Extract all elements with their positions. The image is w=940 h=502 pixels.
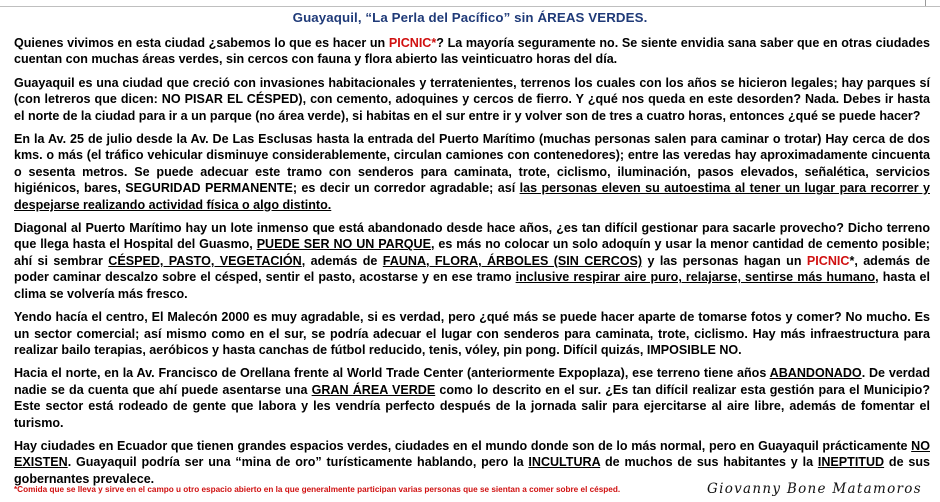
paragraph-7-underline-a: NO EXISTEN [14,438,930,470]
paragraph-4-underline-a: PUEDE SER NO UN PARQUE [256,237,431,252]
paragraph-7-text-b: . Guayaquil podría ser una “mina de oro” turísticamente hablando, pero la [67,455,529,470]
page-corner-mark [925,0,936,6]
paragraph-4-text-f: , hasta el clima se volvería más fresco. [14,270,930,301]
paragraph-5 [14,309,930,358]
picnic-footnote: *Comida que se lleva y sirve en el campo u otro espacio abierto en la que generalmente participan varias personas que se sientan a comer sobre el césped. [14,485,621,494]
paragraph-4-text-c: , además de [301,253,383,268]
paragraph-4-text-d: y las personas hagan un [642,253,807,268]
paragraph-6-underline-b: GRAN ÁREA VERDE [311,382,436,397]
paragraph-2 [14,75,930,124]
document-body [14,35,930,494]
paragraph-7-text-a: Hay ciudades en Ecuador que tienen grandes espacios verdes, ciudades en el mundo donde son de lo más normal, pero en Guayaquil prácticamente [14,438,912,453]
paragraph-1 [14,35,930,68]
paragraph-7 [14,438,930,487]
paragraph-7-underline-b: INCULTURA [528,455,601,470]
paragraph-4-underline-c: FAUNA, FLORA, ÁRBOLES (SIN CERCOS) [382,253,643,268]
paragraph-4-text-b: , es más no colocar un solo adoquín y usar la menor cantidad de cemento posible; ahí si sembrar [14,237,930,268]
paragraph-4-underline-b: CÉSPED, PASTO, VEGETACIÓN [108,253,302,268]
picnic-highlight: PICNIC [806,253,850,268]
paragraph-3-text: En la Av. 25 de julio desde la Av. De Las Esclusas hasta la entrada del Puerto Marítimo (muchas personas salen para caminar o trotar) Hay cerca de dos kms. o más (el tráfico vehicular disminuye considerablemente, circulan camiones con contenedores); entre las veredas hay aproximadamente cincuenta o sesenta metros. Se puede adecuar este tramo con senderos para caminata, trote, ciclismo, iluminación, pasos elevados, señalética, servicios higiénicos, bares, SEGURIDAD PERMANENTE; es decir un corredor agradable; así [14,132,930,196]
paragraph-6-text-c: como lo descrito en el sur. ¿Es tan difícil realizar esta gestión para el Municipio? Este sector está rodeado de gente que labora y les vendría perfecto después de la jornada salir para ejercitarse al aire libre, además de fomentar el turismo. [14,382,930,430]
page-top-edge [0,0,940,7]
paragraph-4-underline-d: inclusive respirar aire puro, relajarse, sentirse más humano [515,270,876,285]
paragraph-7-underline-c: INEPTITUD [817,455,885,470]
paragraph-4-text-e: , además de poder caminar descalzo sobre el césped, sentir el pasto, acostarse y en ese tramo [14,253,930,285]
paragraph-4 [14,220,930,302]
paragraph-6 [14,365,930,431]
paragraph-5-text: Yendo hacía el centro, El Malecón 2000 es muy agradable, si es verdad, pero ¿qué más se puede hacer aparte de tomarse fotos y comer? No mucho. Es un sector comercial; así mismo como en el sur, se podría adecuar el lugar con senderos para caminata, trote, ciclismo. Hay más infraestructura para realizar bailo terapias, aeróbicos y hasta canchas de fútbol reducido, tenis, vóley, pin pong. Difícil quizás, IMPOSIBLE NO. [14,310,930,357]
paragraph-3 [14,131,930,213]
paragraph-7-text-c: de muchos de sus habitantes y la [600,455,818,470]
author-signature: Giovanny Bone Matamoros [707,481,922,497]
paragraph-1-text-b: ? La mayoría seguramente no. Se siente envidia sana saber que en otras ciudades cuentan con muchas áreas verdes, sin cercos con fauna y flora abierto las veinticuatro horas del día. [14,36,930,67]
picnic-highlight: PICNIC [388,36,432,50]
paragraph-7-text-d: de sus gobernantes prevalece. [14,455,930,486]
footnote-marker: * [849,253,855,268]
paragraph-6-text-b: . De verdad nadie se da cuenta que ahí puede asentarse una [14,366,930,397]
paragraph-6-underline-a: ABANDONADO [769,366,862,381]
paragraph-4-text-a: Diagonal al Puerto Marítimo hay un lote inmenso que está abandonado desde hace años, ¿es tan difícil gestionar para sacarle provecho? Dicho terreno que llega hasta el Hospital del Guasmo, [14,221,930,252]
paragraph-3-underline: las personas eleven su autoestima al tener un lugar para recorrer y despejarse realizando actividad física o algo distinto. [14,181,930,212]
document-title: Guayaquil, “La Perla del Pacífico” sin ÁREAS VERDES. [292,10,648,25]
footnote-marker: * [431,36,437,50]
paragraph-6-text-a: Hacia el norte, en la Av. Francisco de Orellana frente al World Trade Center (anteriormente Expoplaza), ese terreno tiene años [14,366,770,381]
paragraph-1-text-a: Quienes vivimos en esta ciudad ¿sabemos lo que es hacer un [14,36,389,50]
paragraph-2-text: Guayaquil es una ciudad que creció con invasiones habitacionales y terratenientes, terrenos los cuales con los años se hicieron legales; hay parques sí (con letreros que dicen: NO PISAR EL CÉSPED), con cemento, adoquines y cercos de fierro. Y ¿qué nos queda en este desorden? Nada. Debes ir hasta el norte de la ciudad para ir a un parque (no área verde), si habitas en el sur entre ir y volver son de tres a cuatro horas, entonces ¿qué se puede hacer? [14,75,930,123]
